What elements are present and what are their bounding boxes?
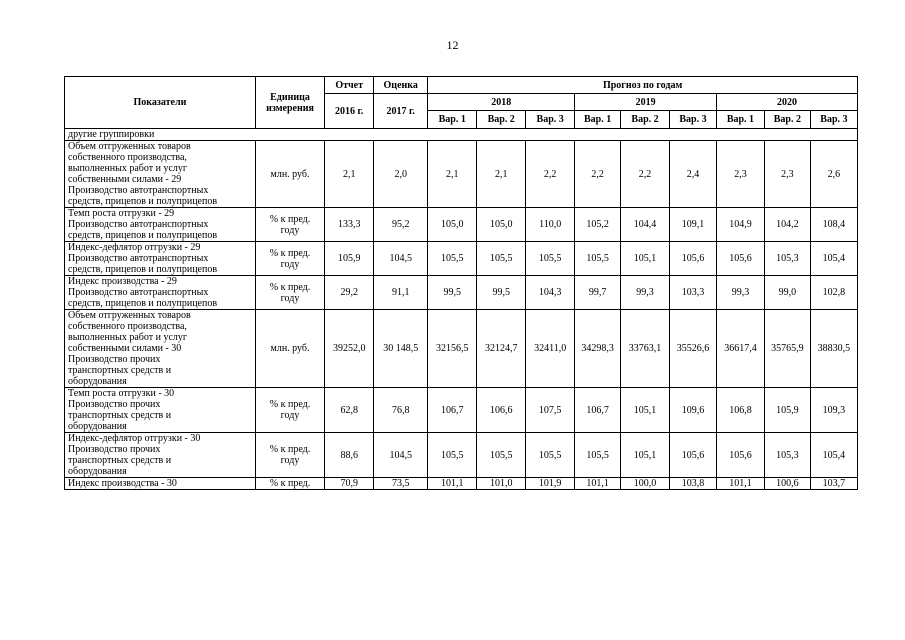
header-variant: Вар. 3 (526, 111, 575, 129)
value-cell: 105,1 (621, 242, 670, 276)
value-cell: 105,6 (670, 433, 717, 478)
value-cell: 103,3 (670, 276, 717, 310)
value-cell: 99,7 (575, 276, 621, 310)
value-cell: 105,5 (575, 433, 621, 478)
indicator-cell: Темп роста отгрузки - 30 Производство прочих транспортных средств и оборудования (65, 388, 256, 433)
value-cell: 2,3 (716, 141, 764, 208)
header-year-2018: 2018 (428, 94, 575, 111)
header-year-2020: 2020 (716, 94, 857, 111)
value-cell: 105,6 (670, 242, 717, 276)
value-cell: 105,1 (621, 433, 670, 478)
value-cell: 104,3 (526, 276, 575, 310)
value-cell: 110,0 (526, 208, 575, 242)
value-cell: 105,5 (526, 242, 575, 276)
table-row (65, 141, 858, 208)
value-cell: 2,1 (477, 141, 526, 208)
value-cell: 101,9 (526, 478, 575, 490)
value-cell: 99,3 (621, 276, 670, 310)
unit-cell: % к пред. году (255, 208, 324, 242)
value-cell: 91,1 (374, 276, 428, 310)
value-cell: 102,8 (810, 276, 857, 310)
unit-cell: млн. руб. (255, 310, 324, 388)
value-cell: 33763,1 (621, 310, 670, 388)
value-cell: 104,5 (374, 242, 428, 276)
value-cell: 101,0 (477, 478, 526, 490)
header-indicators: Показатели (65, 77, 256, 129)
value-cell: 105,5 (428, 242, 477, 276)
unit-cell: % к пред. году (255, 242, 324, 276)
value-cell: 105,4 (810, 242, 857, 276)
indicator-cell: Индекс производства - 30 (65, 478, 256, 490)
table-row (65, 208, 858, 242)
table-row (65, 310, 858, 388)
value-cell: 105,5 (575, 242, 621, 276)
value-cell: 101,1 (428, 478, 477, 490)
header-variant: Вар. 2 (764, 111, 810, 129)
value-cell: 106,6 (477, 388, 526, 433)
value-cell: 99,5 (477, 276, 526, 310)
value-cell: 105,3 (764, 433, 810, 478)
section-row (65, 129, 858, 141)
header-report-year: 2016 г. (325, 94, 374, 129)
table-row (65, 242, 858, 276)
value-cell: 105,0 (477, 208, 526, 242)
value-cell: 30 148,5 (374, 310, 428, 388)
value-cell: 105,6 (716, 242, 764, 276)
header-variant: Вар. 1 (575, 111, 621, 129)
value-cell: 2,2 (526, 141, 575, 208)
header-estimate: Оценка (374, 77, 428, 94)
value-cell: 105,4 (810, 433, 857, 478)
header-variant: Вар. 1 (716, 111, 764, 129)
indicator-cell: Индекс производства - 29 Производство автотранспортных средств, прицепов и полуприцепов (65, 276, 256, 310)
value-cell: 105,9 (764, 388, 810, 433)
forecast-table (64, 76, 858, 490)
unit-cell: % к пред. году (255, 276, 324, 310)
value-cell: 2,0 (374, 141, 428, 208)
header-forecast: Прогноз по годам (428, 77, 858, 94)
value-cell: 39252,0 (325, 310, 374, 388)
header-variant: Вар. 2 (477, 111, 526, 129)
value-cell: 104,2 (764, 208, 810, 242)
value-cell: 2,1 (428, 141, 477, 208)
header-variant: Вар. 3 (810, 111, 857, 129)
header-variant: Вар. 3 (670, 111, 717, 129)
value-cell: 2,2 (621, 141, 670, 208)
value-cell: 2,4 (670, 141, 717, 208)
value-cell: 95,2 (374, 208, 428, 242)
unit-cell: % к пред. году (255, 433, 324, 478)
value-cell: 35526,6 (670, 310, 717, 388)
value-cell: 104,5 (374, 433, 428, 478)
value-cell: 76,8 (374, 388, 428, 433)
value-cell: 103,7 (810, 478, 857, 490)
value-cell: 101,1 (716, 478, 764, 490)
value-cell: 104,9 (716, 208, 764, 242)
unit-cell: млн. руб. (255, 141, 324, 208)
table-row (65, 433, 858, 478)
value-cell: 99,0 (764, 276, 810, 310)
value-cell: 101,1 (575, 478, 621, 490)
value-cell: 32124,7 (477, 310, 526, 388)
value-cell: 106,8 (716, 388, 764, 433)
section-label: другие группировки (65, 129, 858, 141)
value-cell: 106,7 (428, 388, 477, 433)
value-cell: 70,9 (325, 478, 374, 490)
header-unit: Единица измерения (255, 77, 324, 129)
value-cell: 105,9 (325, 242, 374, 276)
value-cell: 107,5 (526, 388, 575, 433)
value-cell: 99,5 (428, 276, 477, 310)
value-cell: 88,6 (325, 433, 374, 478)
table-row (65, 388, 858, 433)
value-cell: 29,2 (325, 276, 374, 310)
page-number: 12 (446, 38, 459, 52)
header-year-2019: 2019 (575, 94, 717, 111)
value-cell: 99,3 (716, 276, 764, 310)
value-cell: 109,3 (810, 388, 857, 433)
value-cell: 105,6 (716, 433, 764, 478)
value-cell: 62,8 (325, 388, 374, 433)
indicator-cell: Индекс-дефлятор отгрузки - 29 Производство автотранспортных средств, прицепов и полуприцепов (65, 242, 256, 276)
header-variant: Вар. 1 (428, 111, 477, 129)
header-report: Отчет (325, 77, 374, 94)
value-cell: 105,2 (575, 208, 621, 242)
value-cell: 2,6 (810, 141, 857, 208)
value-cell: 104,4 (621, 208, 670, 242)
value-cell: 2,2 (575, 141, 621, 208)
value-cell: 2,3 (764, 141, 810, 208)
value-cell: 36617,4 (716, 310, 764, 388)
table-body (65, 129, 858, 490)
value-cell: 100,0 (621, 478, 670, 490)
value-cell: 105,5 (477, 433, 526, 478)
value-cell: 109,1 (670, 208, 717, 242)
indicator-cell: Индекс-дефлятор отгрузки - 30 Производство прочих транспортных средств и оборудования (65, 433, 256, 478)
value-cell: 32156,5 (428, 310, 477, 388)
value-cell: 38830,5 (810, 310, 857, 388)
value-cell: 109,6 (670, 388, 717, 433)
value-cell: 105,5 (428, 433, 477, 478)
indicator-cell: Темп роста отгрузки - 29 Производство автотранспортных средств, прицепов и полуприцепов (65, 208, 256, 242)
value-cell: 105,1 (621, 388, 670, 433)
indicator-cell: Объем отгруженных товаров собственного производства, выполненных работ и услуг собственными силами - 29 Производство автотранспортных средств, прицепов и полуприцепов (65, 141, 256, 208)
value-cell: 73,5 (374, 478, 428, 490)
value-cell: 106,7 (575, 388, 621, 433)
value-cell: 2,1 (325, 141, 374, 208)
header-estimate-year: 2017 г. (374, 94, 428, 129)
table-row (65, 276, 858, 310)
unit-cell: % к пред. году (255, 388, 324, 433)
value-cell: 105,5 (477, 242, 526, 276)
table-row (65, 478, 858, 490)
unit-cell: % к пред. (255, 478, 324, 490)
value-cell: 35765,9 (764, 310, 810, 388)
value-cell: 105,3 (764, 242, 810, 276)
value-cell: 32411,0 (526, 310, 575, 388)
indicator-cell: Объем отгруженных товаров собственного производства, выполненных работ и услуг собственными силами - 30 Производство прочих транспортных средств и оборудования (65, 310, 256, 388)
value-cell: 105,5 (526, 433, 575, 478)
value-cell: 108,4 (810, 208, 857, 242)
value-cell: 100,6 (764, 478, 810, 490)
value-cell: 34298,3 (575, 310, 621, 388)
value-cell: 103,8 (670, 478, 717, 490)
header-variant: Вар. 2 (621, 111, 670, 129)
value-cell: 133,3 (325, 208, 374, 242)
value-cell: 105,0 (428, 208, 477, 242)
